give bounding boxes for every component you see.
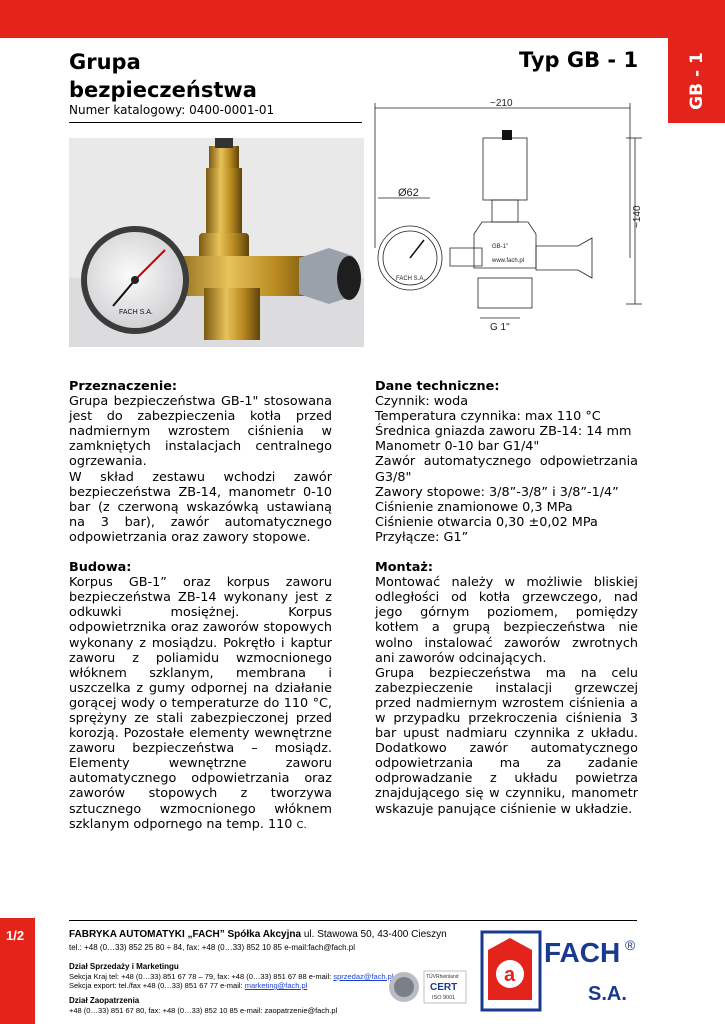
- drawing-gauge-brand: FACH S.A.: [396, 276, 426, 282]
- cert-badges: [388, 965, 468, 1005]
- dane-line-8: Przyłącze: G1”: [375, 529, 469, 545]
- footer-supply: +48 (0…33) 851 67 80, fax: +48 (0…33) 852 10 85 e-mail: zaopatrzenie@fach.pl: [69, 1006, 338, 1015]
- dane-line-1: Temperatura czynnika: max 110 °C: [375, 409, 601, 425]
- drawing-thread: G 1": [490, 322, 510, 333]
- footer-contact: tel.: +48 (0…33) 852 25 80 ÷ 84, fax: +48 (0…33) 852 10 85 e-mail:fach@fach.pl: [69, 943, 356, 952]
- footer-company-line: [69, 929, 447, 940]
- svg-text:a: a: [504, 964, 516, 986]
- footer-sales-kraj: Sekcja Kraj tel: +48 (0…33) 851 67 78 – 79, fax: +48 (0…33) 851 67 88 e-mail:: [69, 972, 332, 981]
- dane-line-4: Zawór automatycznego odpowietrzania G3/8": [375, 454, 638, 485]
- type-label: Typ GB - 1: [519, 48, 639, 72]
- footer-divider: [69, 920, 637, 921]
- montaz-p2: Grupa bezpieczeństwa ma na celu zabezpieczenie instalacji grzewczej przed nadmiernym wzrostem ciśnienia a w przypadku przekroczenia ciśnienia 3 bar upust nadmiaru czynnika z układu. Dodatkowo zawór automatycznego odpowietrzania ma za zadanie odprowadzanie z układu powietrza znajdującego się w czynniku, manometr wskazuje panujące ciśnienie w układzie.: [375, 665, 638, 817]
- title-divider: [69, 122, 362, 123]
- drawing-body-label: GB-1": [492, 244, 509, 250]
- drawing-height: ~140: [632, 205, 643, 228]
- dane-line-7: Ciśnienie otwarcia 0,30 ±0,02 MPa: [375, 514, 598, 530]
- budowa-tail: C.: [296, 819, 307, 831]
- budowa-heading: Budowa:: [69, 560, 132, 576]
- logo-name: FACH: [544, 937, 621, 968]
- dane-line-3: Manometr 0-10 bar G1/4": [375, 439, 540, 455]
- footer-company: FABRYKA AUTOMATYKI „FACH” Spółka Akcyjna: [69, 929, 302, 940]
- budowa-p1: [69, 575, 332, 833]
- dane-heading: Dane techniczne:: [375, 379, 500, 394]
- footer-sales-export: Sekcja export: tel./fax +48 (0…33) 851 67 77 e-mail:: [69, 981, 243, 990]
- page-number-box: [0, 918, 35, 1024]
- fach-logo: [480, 930, 640, 1012]
- montaz-heading: Montaż:: [375, 560, 433, 576]
- technical-drawing: [370, 98, 650, 348]
- sales-email-link[interactable]: sprzedaz@fach.pl: [333, 972, 394, 981]
- dane-line-2: Średnica gniazda zaworu ZB-14: 14 mm: [375, 424, 632, 440]
- budowa-text: Korpus GB-1” oraz korpus zaworu bezpieczeństwa ZB-14 wykonany jest z odkuwki mosiężnej. Korpus odpowietrznika oraz zaworów stopowych wykonany z mosiądzu. Pokrętło i kaptur zaworu z poliamidu wzmocnionego włóknem szklanym, membrana i uszczelka z gumy odpornej na działanie gorącej wody o temperaturze do 110 °C, sprężyny ze stali zabezpieczonej przed korozją. Pozostałe elementy wewnętrzne zaworu bezpieczeństwa – mosiądz. Elementy wewnętrzne zaworu automatycznego odpowietrzania oraz zaworów stopowych z tworzywa sztucznego wzmocnionego włóknem szklanym odpornego na temp. 110: [69, 575, 332, 832]
- dane-line-6: Ciśnienie znamionowe 0,3 MPa: [375, 499, 573, 515]
- drawing-width: ~210: [490, 98, 513, 109]
- logo-sa: S.A.: [588, 983, 627, 1005]
- cert-label: CERT: [430, 982, 458, 993]
- photo-gauge-brand: FACH S.A.: [119, 309, 153, 316]
- product-photo: [69, 138, 364, 347]
- cert-iso: ISO 9001: [432, 995, 456, 1001]
- footer-supply-heading: Dział Zaopatrzenia: [69, 996, 140, 1005]
- montaz-p1: Montować należy w możliwie bliskiej odległości od kotła grzewczego, nad jego górnym poziomem, pomiędzy kotłem a grupą bezpieczeństwa nie wolno instalować zaworów zwrotnych ani zaworów odcinających.: [375, 575, 638, 666]
- przeznaczenie-p1: Grupa bezpieczeństwa GB-1" stosowana jest do zabezpieczenia kotła przed nadmiernym wzrostem ciśnienia w zamkniętych instalacjach centralnego ogrzewania.: [69, 394, 332, 470]
- dane-line-0: Czynnik: woda: [375, 394, 469, 410]
- side-tab-label: GB - 1: [686, 51, 707, 110]
- side-tab: [668, 38, 725, 123]
- marketing-email-link[interactable]: marketing@fach.pl: [244, 981, 308, 990]
- page-number: 1/2: [6, 928, 25, 943]
- przeznaczenie-p2: W skład zestawu wchodzi zawór bezpieczeństwa ZB-14, manometr 0-10 bar (z czerwoną wskazówką ustawianą na 3 bar), zawór automatycznego odpowietrzania oraz zawory stopowe.: [69, 469, 332, 545]
- top-red-bar: [0, 0, 725, 38]
- logo-reg: ®: [625, 937, 636, 953]
- drawing-body-url: www.fach.pl: [492, 258, 525, 264]
- right-column: [375, 379, 638, 817]
- footer-sales-export-line: [69, 981, 307, 990]
- dane-line-5: Zawory stopowe: 3/8”-3/8” i 3/8”-1/4”: [375, 484, 619, 500]
- przeznaczenie-heading: Przeznaczenie:: [69, 379, 178, 394]
- left-column: [69, 379, 332, 833]
- cert-org: TÜVRheinland: [426, 974, 459, 980]
- footer-sales-heading: Dział Sprzedaży i Marketingu: [69, 962, 179, 971]
- page-title: Grupa bezpieczeństwa: [69, 50, 257, 102]
- footer-address: ul. Stawowa 50, 43-400 Cieszyn: [303, 929, 447, 940]
- catalog-number: Numer katalogowy: 0400-0001-01: [69, 103, 275, 117]
- drawing-diameter: Ø62: [398, 187, 419, 199]
- footer-sales-kraj-line: [69, 972, 394, 981]
